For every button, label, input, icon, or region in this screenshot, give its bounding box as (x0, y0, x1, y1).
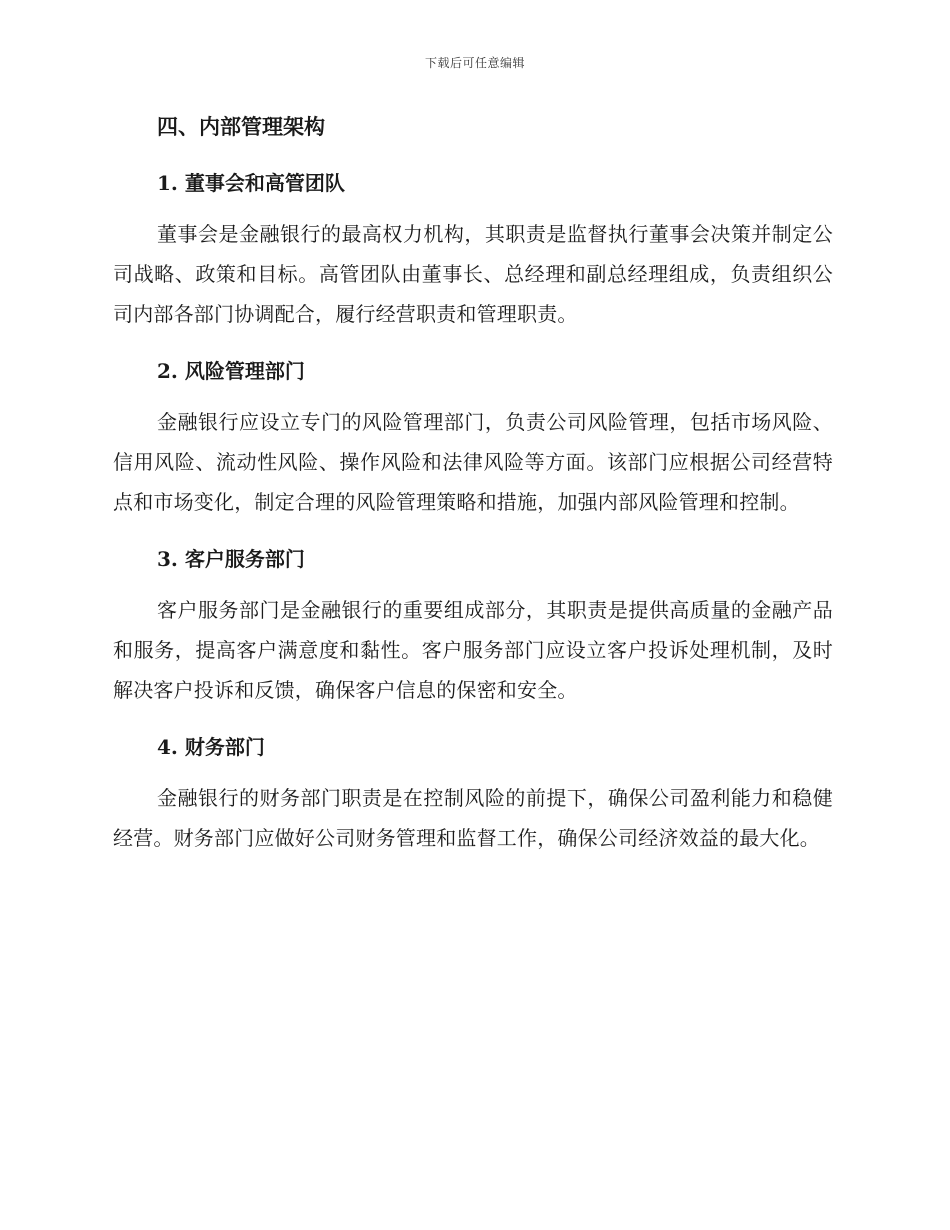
subsection-title: 4. 财务部门 (157, 735, 265, 759)
section-title: 四、内部管理架构 (157, 114, 325, 139)
subsection-board (113, 164, 833, 334)
document-body (113, 108, 833, 858)
subsection-title: 1. 董事会和高管团队 (157, 171, 345, 195)
subsection-paragraph: 金融银行的财务部门职责是在控制风险的前提下，确保公司盈利能力和稳健经营。财务部门应做好公司财务管理和监督工作，确保公司经济效益的最大化。 (113, 786, 833, 850)
subsection-title: 2. 风险管理部门 (157, 359, 305, 383)
subsection-finance (113, 728, 833, 858)
subsection-title: 3. 客户服务部门 (157, 547, 305, 571)
subsection-paragraph: 客户服务部门是金融银行的重要组成部分，其职责是提供高质量的金融产品和服务，提高客户满意度和黏性。客户服务部门应设立客户投诉处理机制，及时解决客户投诉和反馈，确保客户信息的保密和安全。 (113, 598, 833, 702)
subsection-paragraph: 董事会是金融银行的最高权力机构，其职责是监督执行董事会决策并制定公司战略、政策和目标。高管团队由董事长、总经理和副总经理组成，负责组织公司内部各部门协调配合，履行经营职责和管理职责。 (113, 222, 833, 326)
subsection-paragraph: 金融银行应设立专门的风险管理部门，负责公司风险管理，包括市场风险、信用风险、流动性风险、操作风险和法律风险等方面。该部门应根据公司经营特点和市场变化，制定合理的风险管理策略和措施，加强内部风险管理和控制。 (113, 410, 833, 514)
subsection-risk (113, 352, 833, 522)
subsection-customer-service (113, 540, 833, 710)
page-header-note: 下载后可任意编辑 (424, 56, 525, 70)
